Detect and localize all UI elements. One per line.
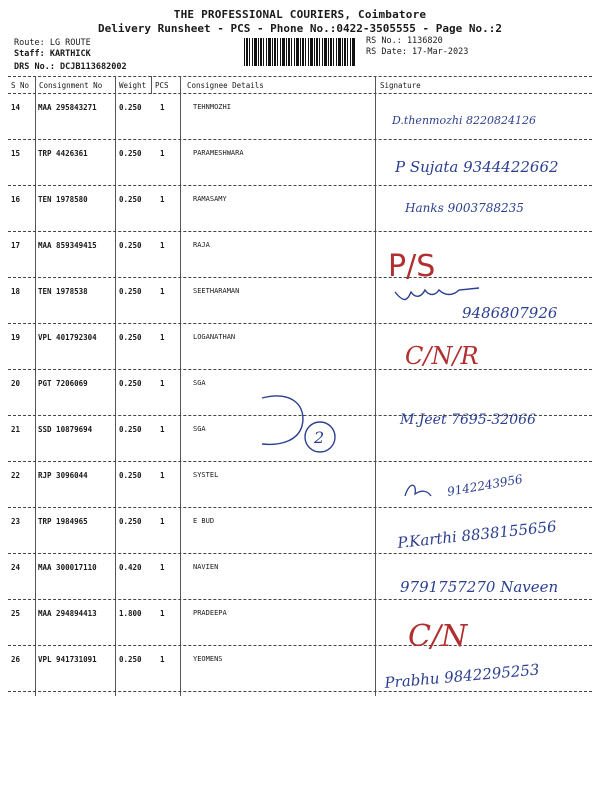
signature-text: C/N/R (405, 342, 479, 370)
sno-cell: 14 (11, 103, 21, 112)
consignee-cell: PRADEEPA (193, 609, 227, 617)
col-weight: Weight (119, 81, 147, 90)
consignee-cell: E BUD (193, 517, 215, 525)
circled-annotation (262, 396, 335, 452)
signature-row-21 (399, 412, 536, 428)
consignee-cell: SEETHARAMAN (193, 287, 240, 295)
signature-row-15 (394, 158, 559, 176)
weight-cell: 0.250 (119, 425, 142, 434)
col-sno: S No (11, 81, 30, 90)
sno-cell: 19 (11, 333, 21, 342)
consignee-cell: SGA (193, 379, 206, 387)
pcs-cell: 1 (160, 287, 165, 296)
consignment-cell: RJP 3096044 (38, 471, 88, 480)
pcs-cell: 1 (160, 103, 165, 112)
consignee-cell: RAJA (193, 241, 210, 249)
signature-text: 9486807926 (462, 304, 558, 322)
weight-cell: 0.250 (119, 471, 142, 480)
pcs-cell: 1 (160, 379, 165, 388)
consignee-cell: SGA (193, 425, 206, 433)
signature-row-18 (395, 288, 558, 322)
pcs-cell: 1 (160, 471, 165, 480)
col-signature: Signature (380, 81, 421, 90)
signature-text: P Sujata 9344422662 (395, 158, 559, 176)
sno-cell: 21 (11, 425, 21, 434)
consignee-cell: RAMASAMY (193, 195, 227, 203)
col-consignee: Consignee Details (187, 81, 264, 90)
signature-text: 9791757270 Naveen (400, 578, 559, 596)
consignee-cell: YEOMENS (193, 655, 223, 663)
pcs-cell: 1 (160, 241, 165, 250)
sno-cell: 18 (11, 287, 21, 296)
sno-cell: 16 (11, 195, 21, 204)
col-pcs: PCS (155, 81, 169, 90)
staff-label: Staff: KARTHICK (14, 49, 91, 59)
sno-cell: 17 (11, 241, 21, 250)
pcs-cell: 1 (160, 425, 165, 434)
route-label: Route: LG ROUTE (14, 38, 91, 48)
consignment-cell: MAA 295843271 (38, 103, 97, 112)
signature-row-17 (388, 249, 435, 284)
sno-cell: 20 (11, 379, 21, 388)
pcs-cell: 1 (160, 563, 165, 572)
weight-cell: 0.250 (119, 655, 142, 664)
runsheet-subtitle: Delivery Runsheet - PCS - Phone No.:0422-3505555 - Page No.:2 (98, 22, 502, 35)
sno-cell: 23 (11, 517, 21, 526)
signature-row-19 (405, 342, 479, 370)
signature-row-26 (383, 661, 540, 693)
sno-cell: 22 (11, 471, 21, 480)
consignment-cell: VPL 401792304 (38, 333, 97, 342)
signature-text: C/N (408, 619, 468, 654)
signature-text: Prabhu 9842295253 (383, 660, 541, 692)
weight-cell: 0.250 (119, 287, 142, 296)
weight-cell: 0.250 (119, 103, 142, 112)
consignment-cell: TEN 1978538 (38, 287, 88, 296)
signature-row-24 (400, 578, 558, 596)
sno-cell: 25 (11, 609, 21, 618)
consignee-cell: NAVIEN (193, 563, 219, 571)
consignment-cell: MAA 859349415 (38, 241, 97, 250)
signature-text: P/S (388, 249, 436, 284)
consignee-cell: LOGANATHAN (193, 333, 236, 341)
sno-cell: 24 (11, 563, 21, 572)
rs-number: RS No.: 1136820 (366, 36, 443, 46)
weight-cell: 0.250 (119, 379, 142, 388)
signature-text: P.Karthi 8838155656 (396, 517, 558, 552)
consignment-cell: MAA 300017110 (38, 563, 97, 572)
drs-number: DRS No.: DCJB113682002 (14, 62, 127, 72)
signature-text: Hanks 9003788235 (405, 201, 524, 215)
weight-cell: 0.250 (119, 241, 142, 250)
consignment-cell: TEN 1978580 (38, 195, 88, 204)
signature-row-25 (408, 619, 469, 654)
company-title: THE PROFESSIONAL COURIERS, Coimbatore (173, 8, 427, 21)
consignment-cell: TRP 1984965 (38, 517, 88, 526)
consignment-cell: TRP 4426361 (38, 149, 88, 158)
signature-text: M.Jeet 7695-32066 (400, 412, 536, 428)
signature-row-23 (396, 517, 558, 552)
pcs-cell: 1 (160, 195, 165, 204)
weight-cell: 0.250 (119, 333, 142, 342)
pcs-cell: 1 (160, 149, 165, 158)
sno-cell: 26 (11, 655, 21, 664)
weight-cell: 0.420 (119, 563, 142, 572)
consignment-cell: PGT 7206069 (38, 379, 88, 388)
consignee-cell: PARAMESHWARA (193, 149, 244, 157)
weight-cell: 0.250 (119, 517, 142, 526)
signature-text: D.thenmozhi 8220824126 (392, 114, 536, 127)
col-consignment: Consignment No (39, 81, 103, 90)
pcs-cell: 1 (160, 609, 165, 618)
rs-date: RS Date: 17-Mar-2023 (366, 47, 469, 57)
signature-text: 9142243956 (446, 471, 524, 499)
weight-cell: 0.250 (119, 149, 142, 158)
pcs-cell: 1 (160, 517, 165, 526)
circled-number: 2 (314, 428, 325, 447)
signature-row-22 (405, 472, 524, 499)
consignment-cell: VPL 941731091 (38, 655, 97, 664)
consignee-cell: TEHNMOZHI (193, 103, 231, 111)
pcs-cell: 1 (160, 333, 165, 342)
sno-cell: 15 (11, 149, 21, 158)
weight-cell: 0.250 (119, 195, 142, 204)
signature-row-14 (391, 114, 536, 127)
weight-cell: 1.800 (119, 609, 142, 618)
consignment-cell: SSD 10879694 (38, 425, 93, 434)
signature-row-16 (404, 201, 524, 215)
pcs-cell: 1 (160, 655, 165, 664)
consignee-cell: SYSTEL (193, 471, 219, 479)
consignment-cell: MAA 294894413 (38, 609, 97, 618)
